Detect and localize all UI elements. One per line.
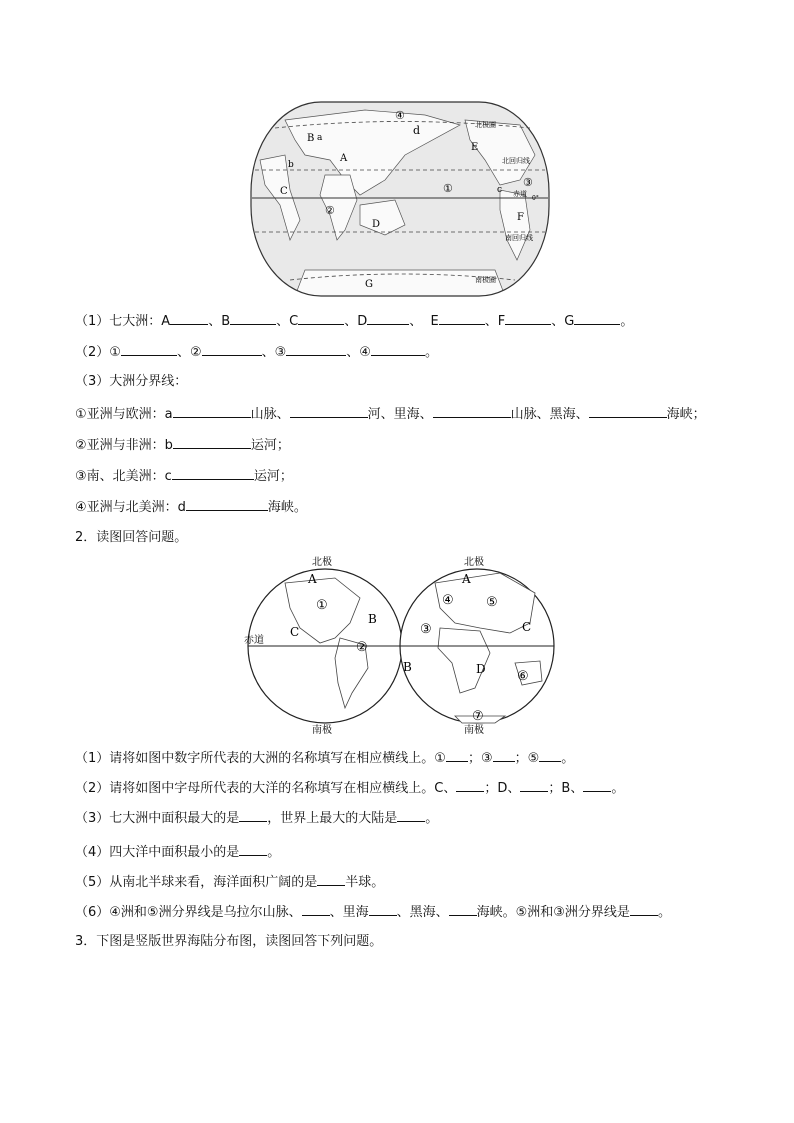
east-label-D: D — [476, 662, 486, 676]
q2-s1-b: ③ — [480, 751, 493, 766]
label-E: E — [471, 142, 479, 153]
q2-s4-a: （4）四大洋中面积最小的是 — [75, 845, 240, 860]
east-label-C: C — [522, 620, 532, 634]
answer-blank[interactable] — [371, 342, 425, 356]
answer-blank[interactable] — [202, 342, 262, 356]
q2-s2-text: （2）请将如图中字母所代表的大洋的名称填写在相应横线上。 — [75, 781, 435, 796]
antarctic-circle-label: 南极圈 — [475, 276, 496, 284]
answer-blank[interactable] — [173, 404, 251, 418]
sep: 、 — [484, 314, 498, 329]
answer-blank[interactable] — [239, 808, 267, 822]
answer-blank[interactable] — [290, 404, 368, 418]
answer-blank[interactable] — [449, 902, 477, 916]
south-pole-label-east: 南极 — [464, 725, 484, 736]
answer-blank[interactable] — [505, 311, 551, 325]
answer-blank[interactable] — [539, 748, 561, 762]
answer-blank[interactable] — [446, 748, 468, 762]
q1-part2 — [75, 342, 438, 362]
q1-ocean-4: ④ — [359, 345, 371, 360]
q1-item-D: D — [357, 314, 368, 329]
answer-blank[interactable] — [170, 311, 208, 325]
q2-sub5 — [75, 872, 384, 892]
boundary-1-t4: 海峡； — [666, 407, 706, 422]
q2-s3-a: （3）七大洲中面积最大的是 — [75, 811, 240, 826]
label-D: D — [372, 219, 381, 230]
end-mark: 。 — [657, 905, 671, 920]
answer-blank[interactable] — [230, 311, 276, 325]
north-pole-label-west: 北极 — [312, 557, 332, 568]
q1-boundary-1 — [75, 404, 706, 424]
ocean-3: ③ — [523, 176, 533, 189]
answer-blank[interactable] — [630, 902, 658, 916]
q2-s1-c: ⑤ — [527, 751, 540, 766]
north-pole-label-east: 北极 — [464, 557, 484, 568]
boundary-2-lead: ②亚洲与非洲：b — [75, 438, 173, 453]
sep: 、 — [176, 345, 190, 360]
east-num-4: ④ — [442, 593, 454, 608]
end-mark: 。 — [267, 845, 281, 860]
boundary-1-t2: 河、里海、 — [367, 407, 433, 422]
sep: 、 — [346, 345, 360, 360]
q2-sub3 — [75, 808, 438, 828]
west-label-A: A — [308, 572, 317, 586]
q1-part3-heading: （3）大洲分界线： — [75, 374, 188, 389]
equator-label-q2: 赤道 — [244, 635, 264, 646]
q2-s1-text: （1）请将如图中数字所代表的大洲的名称填写在相应横线上。 — [75, 751, 435, 766]
q1-p1-prefix: （1）七大洲： — [75, 314, 162, 329]
west-num-2: ② — [356, 640, 368, 655]
q2-s2-b: D、 — [497, 781, 521, 796]
q2-sub1 — [75, 748, 574, 768]
q1-boundary-4 — [75, 497, 307, 517]
answer-blank[interactable] — [520, 778, 548, 792]
boundary-3-t1: 运河； — [253, 469, 293, 484]
equator-label: 赤道 — [513, 190, 527, 198]
answer-blank[interactable] — [589, 404, 667, 418]
q2-s6-c: 、黑海、 — [396, 905, 449, 920]
answer-blank[interactable] — [286, 342, 346, 356]
ocean-2: ② — [325, 204, 335, 217]
sep: ； — [514, 751, 528, 766]
west-num-1: ① — [316, 598, 328, 613]
q2-s5-a: （5）从南北半球来看，海洋面积广阔的是 — [75, 875, 318, 890]
answer-blank[interactable] — [317, 872, 345, 886]
q1-ocean-3: ③ — [274, 345, 287, 360]
east-num-3: ③ — [420, 622, 432, 637]
ocean-4: ④ — [395, 109, 405, 122]
boundary-1-t1: 山脉、 — [250, 407, 290, 422]
answer-blank[interactable] — [369, 902, 397, 916]
answer-blank[interactable] — [397, 808, 425, 822]
sep: 、 — [409, 314, 423, 329]
q2-sub6 — [75, 902, 671, 922]
marker-c: c — [497, 185, 503, 195]
west-label-C: C — [290, 625, 300, 639]
q3-title: 3．下图是竖版世界海陆分布图，读图回答下列问题。 — [75, 934, 383, 949]
south-pole-label-west: 南极 — [312, 725, 332, 736]
answer-blank[interactable] — [583, 778, 611, 792]
answer-blank[interactable] — [186, 497, 268, 511]
sep: 、 — [261, 345, 275, 360]
boundary-1-t3: 山脉、黑海、 — [510, 407, 589, 422]
q2-s6-d: 海峡。⑤洲和③洲分界线是 — [476, 905, 630, 920]
marker-b: b — [288, 160, 294, 170]
west-label-B: B — [368, 612, 377, 626]
q1-item-A: A — [161, 314, 171, 329]
boundary-4-lead: ④亚洲与北美洲：d — [75, 500, 186, 515]
sep: 、 — [208, 314, 222, 329]
answer-blank[interactable] — [574, 311, 620, 325]
q1-p2-prefix: （2） — [75, 345, 110, 360]
marker-a: a — [317, 133, 323, 143]
east-num-7: ⑦ — [472, 709, 484, 724]
answer-blank[interactable] — [456, 778, 484, 792]
hemispheres-svg — [240, 553, 560, 739]
end-mark: 。 — [611, 781, 625, 796]
label-A: A — [340, 153, 348, 164]
label-C: C — [280, 186, 288, 197]
sep: ； — [484, 781, 498, 796]
east-num-5: ⑤ — [486, 595, 498, 610]
q2-s2-a: C、 — [434, 781, 457, 796]
east-label-A: A — [462, 572, 471, 586]
sep: 、 — [551, 314, 565, 329]
q2-s6-b: 、里海 — [329, 905, 369, 920]
boundary-1-lead: ①亚洲与欧洲：a — [75, 407, 173, 422]
end-mark: 。 — [424, 345, 438, 360]
end-mark: 。 — [561, 751, 575, 766]
east-label-B: B — [403, 660, 412, 674]
answer-blank[interactable] — [493, 748, 515, 762]
q1-ocean-1: ① — [109, 345, 121, 360]
q1-item-F: F — [497, 314, 506, 329]
q1-part1 — [75, 311, 633, 331]
hemispheres-figure — [240, 553, 560, 739]
q1-boundary-2 — [75, 435, 290, 455]
sep: 、 — [344, 314, 358, 329]
arctic-circle-label: 北极圈 — [475, 121, 496, 129]
marker-d: d — [413, 124, 421, 137]
label-B: B — [307, 133, 315, 144]
q1-boundary-3 — [75, 466, 293, 486]
q2-sub4 — [75, 842, 280, 862]
world-map-figure — [245, 100, 555, 298]
q2-s5-b: 半球。 — [345, 875, 385, 890]
east-num-6: ⑥ — [517, 669, 529, 684]
answer-blank[interactable] — [172, 466, 254, 480]
end-mark: 。 — [425, 811, 439, 826]
answer-blank[interactable] — [239, 842, 267, 856]
sep: ； — [467, 751, 481, 766]
world-map-svg — [245, 100, 555, 298]
end-mark: 。 — [620, 314, 634, 329]
q2-title: 2．读图回答问题。 — [75, 530, 188, 545]
answer-blank[interactable] — [298, 311, 344, 325]
label-G: G — [365, 279, 373, 290]
sep: 、 — [276, 314, 290, 329]
q2-s1-a: ① — [434, 751, 446, 766]
equator-degree-label: 0° — [532, 195, 539, 202]
answer-blank[interactable] — [433, 404, 511, 418]
q1-item-C: C — [289, 314, 299, 329]
q1-item-B: B — [221, 314, 231, 329]
answer-blank[interactable] — [302, 902, 330, 916]
sep: ； — [548, 781, 562, 796]
boundary-2-t1: 运河； — [250, 438, 290, 453]
answer-blank[interactable] — [367, 311, 409, 325]
answer-blank[interactable] — [439, 311, 485, 325]
ocean-1: ① — [443, 182, 453, 195]
q1-item-G: G — [564, 314, 575, 329]
label-F: F — [517, 212, 524, 223]
q2-s2-c: B、 — [561, 781, 584, 796]
q1-ocean-2: ② — [189, 345, 202, 360]
q2-sub2 — [75, 778, 624, 798]
tropic-of-capricorn-label: 南回归线 — [505, 234, 533, 242]
answer-blank[interactable] — [121, 342, 177, 356]
q2-s3-b: ，世界上最大的大陆是 — [267, 811, 398, 826]
q2-s6-a: （6）④洲和⑤洲分界线是乌拉尔山脉、 — [75, 905, 302, 920]
tropic-of-cancer-label: 北回归线 — [502, 157, 530, 165]
answer-blank[interactable] — [173, 435, 251, 449]
boundary-3-lead: ③南、北美洲：c — [75, 469, 172, 484]
q1-item-E: E — [430, 314, 439, 329]
boundary-4-t1: 海峡。 — [267, 500, 307, 515]
